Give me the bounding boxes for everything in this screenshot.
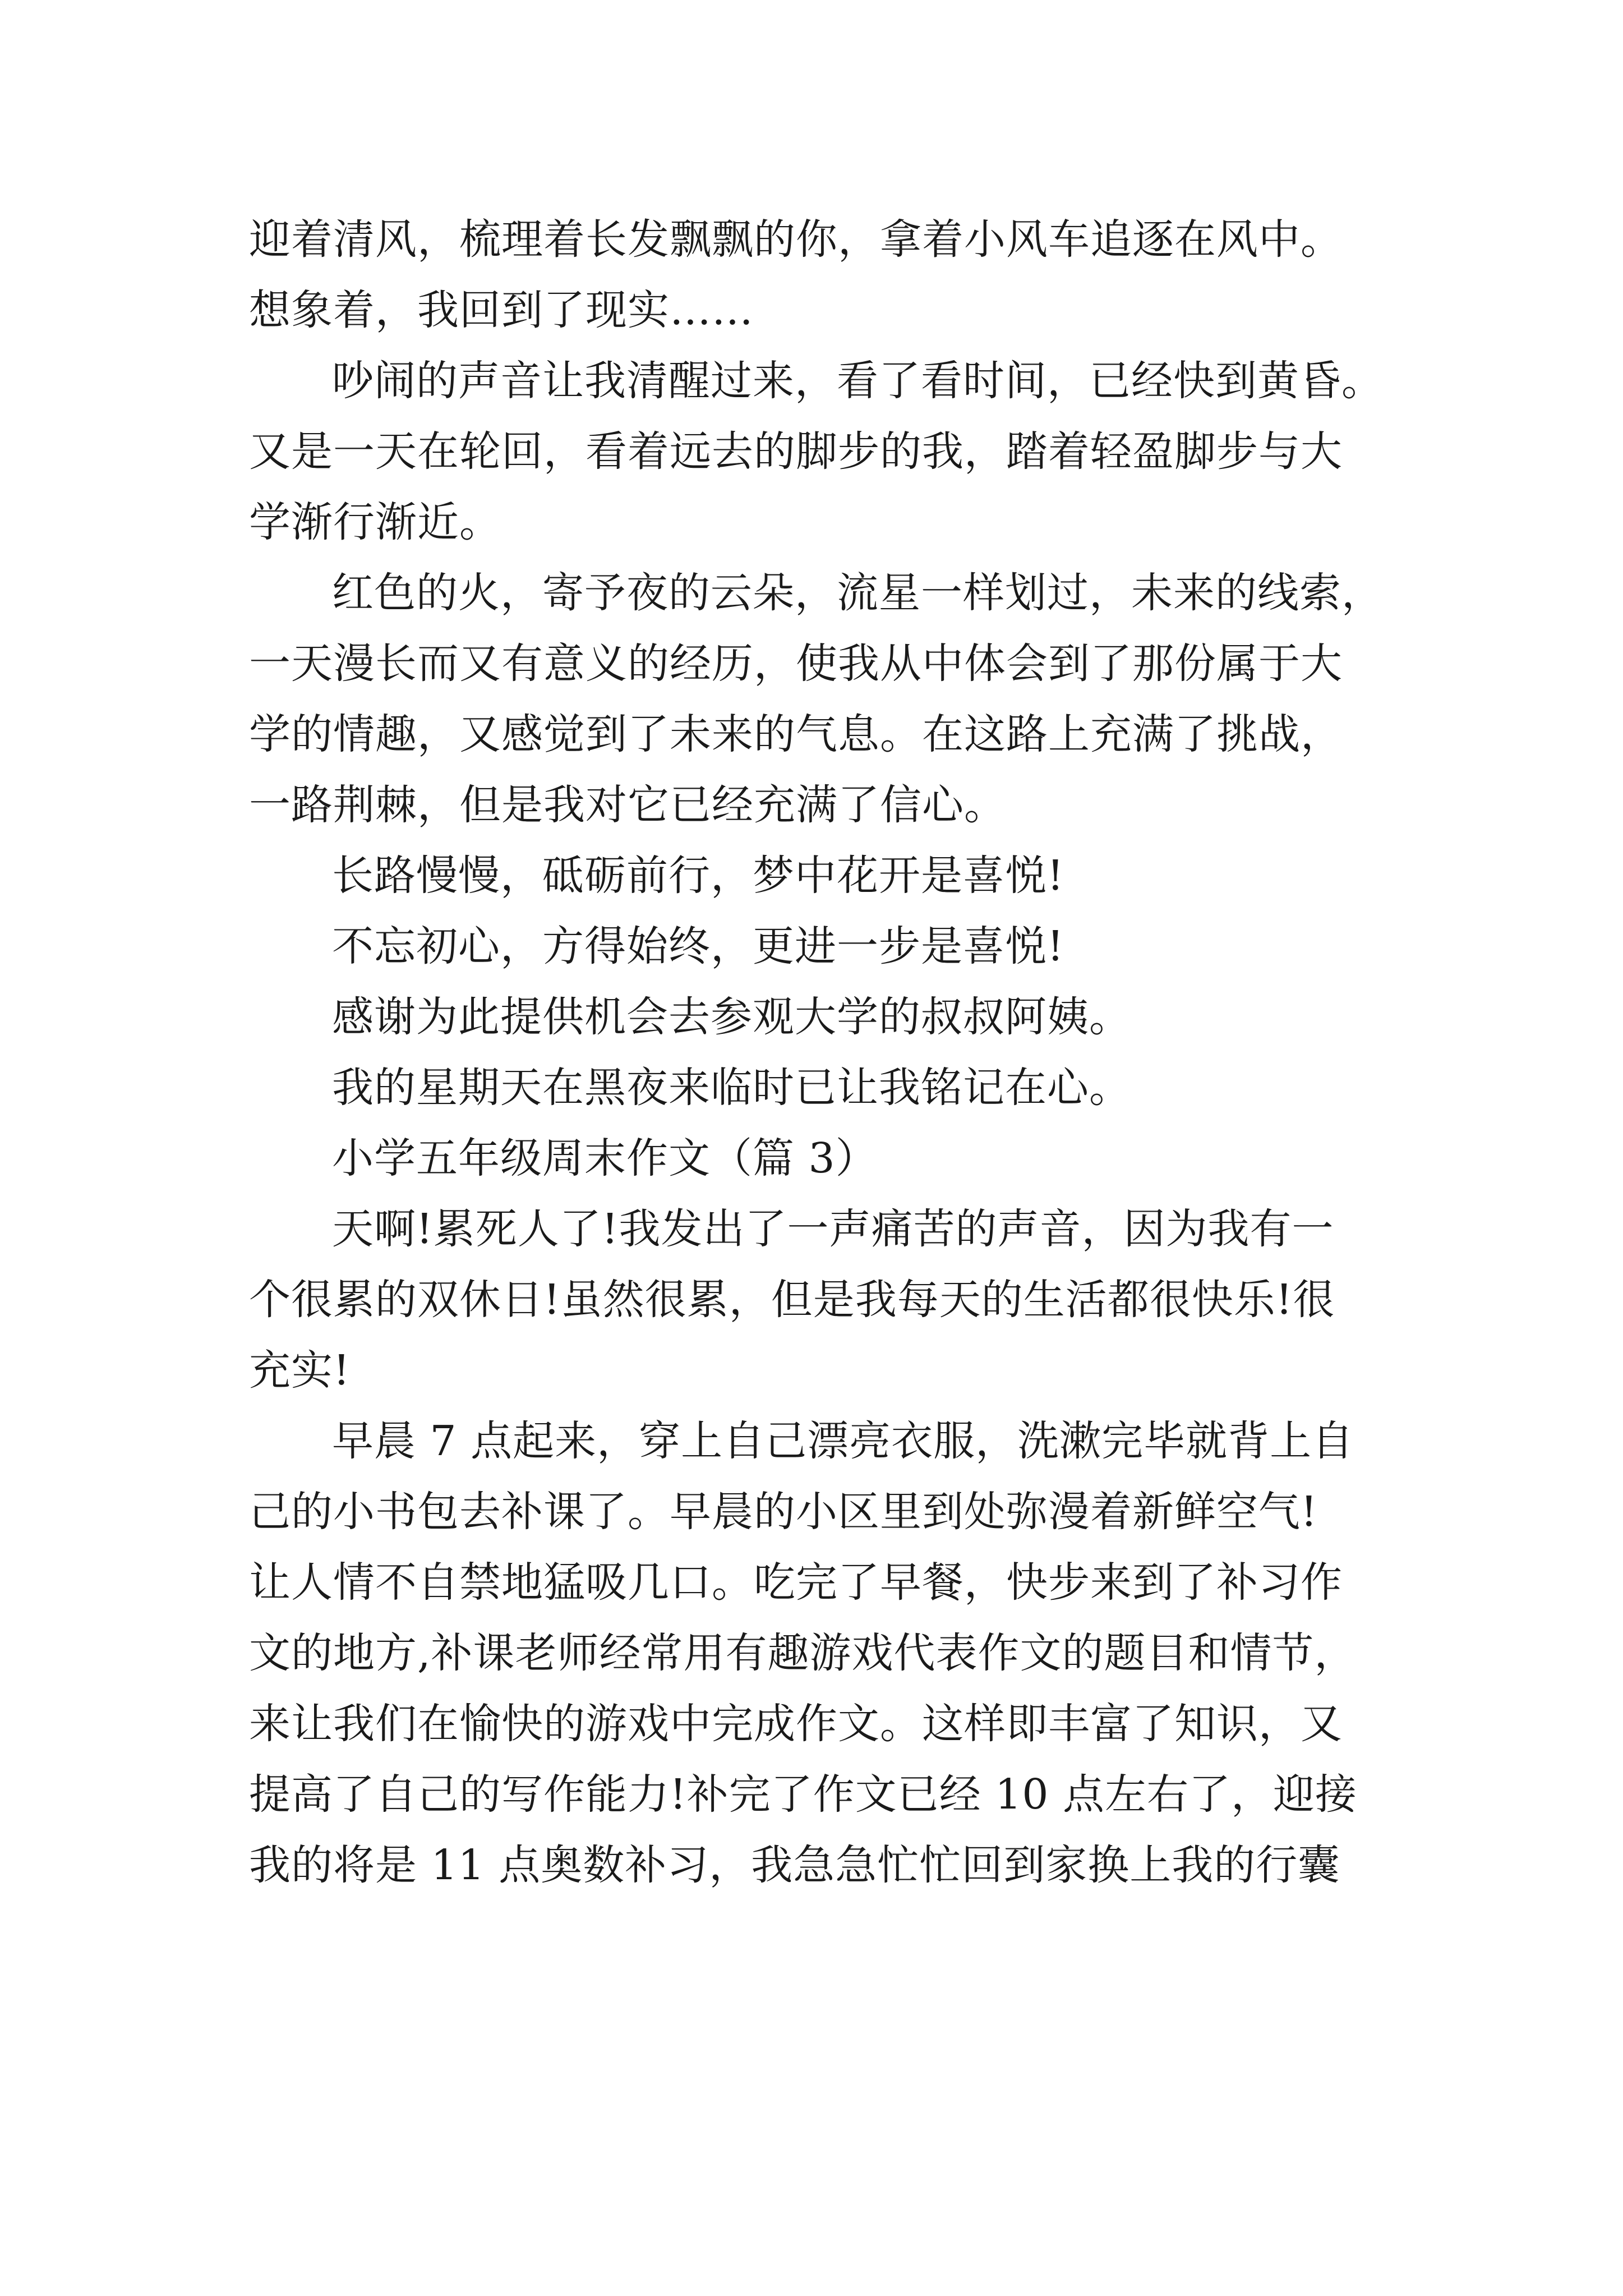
text-line: 想象着，我回到了现实…… (249, 286, 754, 334)
text-line: 一路荆棘，但是我对它已经充满了信心。 (249, 781, 1006, 829)
text-line: 充实! (249, 1346, 351, 1395)
paragraph-start: 早晨 7 点起来，穿上自己漂亮衣服，洗漱完毕就背上自 (332, 1417, 1354, 1465)
text-line: 我的将是 11 点奥数补习，我急急忙忙回到家换上我的行囊 (249, 1841, 1340, 1889)
paragraph-start: 我的星期天在黑夜来临时已让我铭记在心。 (332, 1064, 1131, 1112)
text-line: 己的小书包去补课了。早晨的小区里到处弥漫着新鲜空气! (249, 1488, 1318, 1536)
text-line: 来让我们在愉快的游戏中完成作文。这样即丰富了知识，又 (249, 1700, 1343, 1748)
text-line: 学的情趣，又感觉到了未来的气息。在这路上充满了挑战， (249, 710, 1343, 758)
paragraph-start: 红色的火，寄予夜的云朵，流星一样划过，未来的线索， (332, 569, 1384, 617)
text-line: 一天漫长而又有意义的经历，使我从中体会到了那份属于大 (249, 639, 1343, 688)
text-line: 提高了自己的写作能力!补完了作文已经 10 点左右了，迎接 (249, 1770, 1357, 1819)
text-line: 个很累的双休日!虽然很累，但是我每天的生活都很快乐!很 (249, 1276, 1335, 1324)
paragraph-start: 不忘初心，方得始终，更进一步是喜悦! (332, 922, 1064, 970)
text-line: 又是一天在轮回，看着远去的脚步的我，踏着轻盈脚步与大 (249, 427, 1343, 476)
paragraph-start: 感谢为此提供机会去参观大学的叔叔阿姨。 (332, 993, 1131, 1041)
text-line: 学渐行渐近。 (249, 498, 501, 546)
paragraph-start: 吵闹的声音让我清醒过来，看了看时间，已经快到黄昏。 (332, 357, 1384, 405)
section-heading: 小学五年级周末作文（篇 3） (332, 1134, 878, 1182)
text-line: 迎着清风，梳理着长发飘飘的你，拿着小风车追逐在风中。 (249, 215, 1343, 264)
text-line: 让人情不自禁地猛吸几口。吃完了早餐，快步来到了补习作 (249, 1558, 1343, 1607)
text-line: 文的地方,补课老师经常用有趣游戏代表作文的题目和情节， (249, 1629, 1357, 1677)
document-body (249, 204, 1382, 1901)
paragraph-start: 天啊!累死人了!我发出了一声痛苦的声音，因为我有一 (332, 1205, 1334, 1253)
paragraph-start: 长路慢慢，砥砺前行，梦中花开是喜悦! (332, 852, 1064, 900)
